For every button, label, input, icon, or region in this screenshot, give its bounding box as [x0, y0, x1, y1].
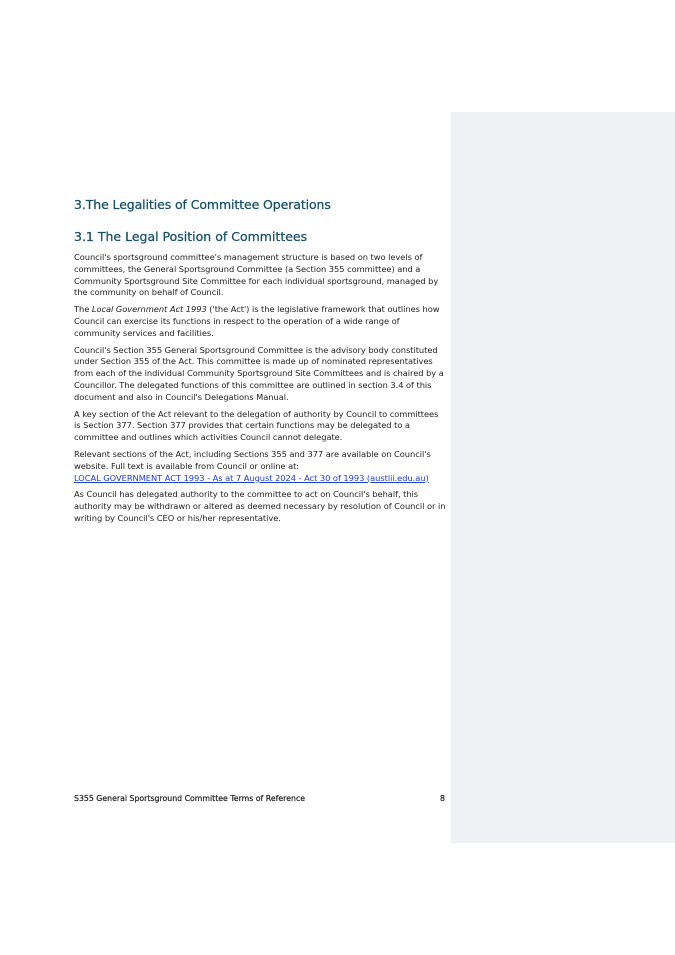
footer-page-number: 8	[440, 794, 445, 803]
paragraph-relevant-sections	[74, 449, 446, 484]
page-footer	[74, 794, 445, 803]
paragraph-section-355: Council's Section 355 General Sportsground Committee is the advisory body constituted under Section 355 of the Act. This committee is made up of nominated representatives from each of the individual Community Sportsground Site Committees and is chaired by a Councillor. The delegated functions of this committee are outlined in section 3.4 of this document and also in Council's Delegations Manual.	[74, 344, 444, 402]
act-intro-text: The	[74, 304, 92, 315]
act-description-text: ('the Act') is the legislative framework that outlines how Council can exercise its functions in respect to the operation of a wide range of community services and facilities.	[74, 304, 440, 338]
page-content	[74, 196, 446, 530]
section-heading: 3.The Legalities of Committee Operations	[74, 197, 331, 212]
subsection-heading: 3.1 The Legal Position of Committees	[74, 229, 308, 244]
act-title-italic: Local Government Act 1993	[91, 304, 207, 315]
paragraph-delegated-authority: As Council has delegated authority to the committee to act on Council's behalf, this authority may be withdrawn or altered as deemed necessary by resolution of Council or in writing by Council's CEO or his/her representative.	[74, 489, 446, 523]
footer-document-title: S355 General Sportsground Committee Terms of Reference	[74, 794, 306, 803]
comment-margin-panel	[451, 112, 675, 843]
relevant-sections-text: Relevant sections of the Act, including Sections 355 and 377 are available on Council's website. Full text is available from Council or online at:	[74, 448, 431, 471]
paragraph-management-structure: Council's sportsground committee's management structure is based on two levels of committees, the General Sportsground Committee (a Section 355 committee) and a Community Sportsground Site Committee for each individual sportsground, managed by the community on behalf of Council.	[74, 252, 439, 298]
local-government-act-link[interactable]: LOCAL GOVERNMENT ACT 1993 - As at 7 August 2024 - Act 30 of 1993 (austlii.edu.au)	[74, 472, 429, 483]
paragraph-section-377: A key section of the Act relevant to the delegation of authority by Council to committees is Section 377. Section 377 provides that certain functions may be delegated to a committee and outlines which activities Council cannot delegate.	[74, 408, 439, 443]
paragraph-legislative-framework	[74, 304, 446, 339]
